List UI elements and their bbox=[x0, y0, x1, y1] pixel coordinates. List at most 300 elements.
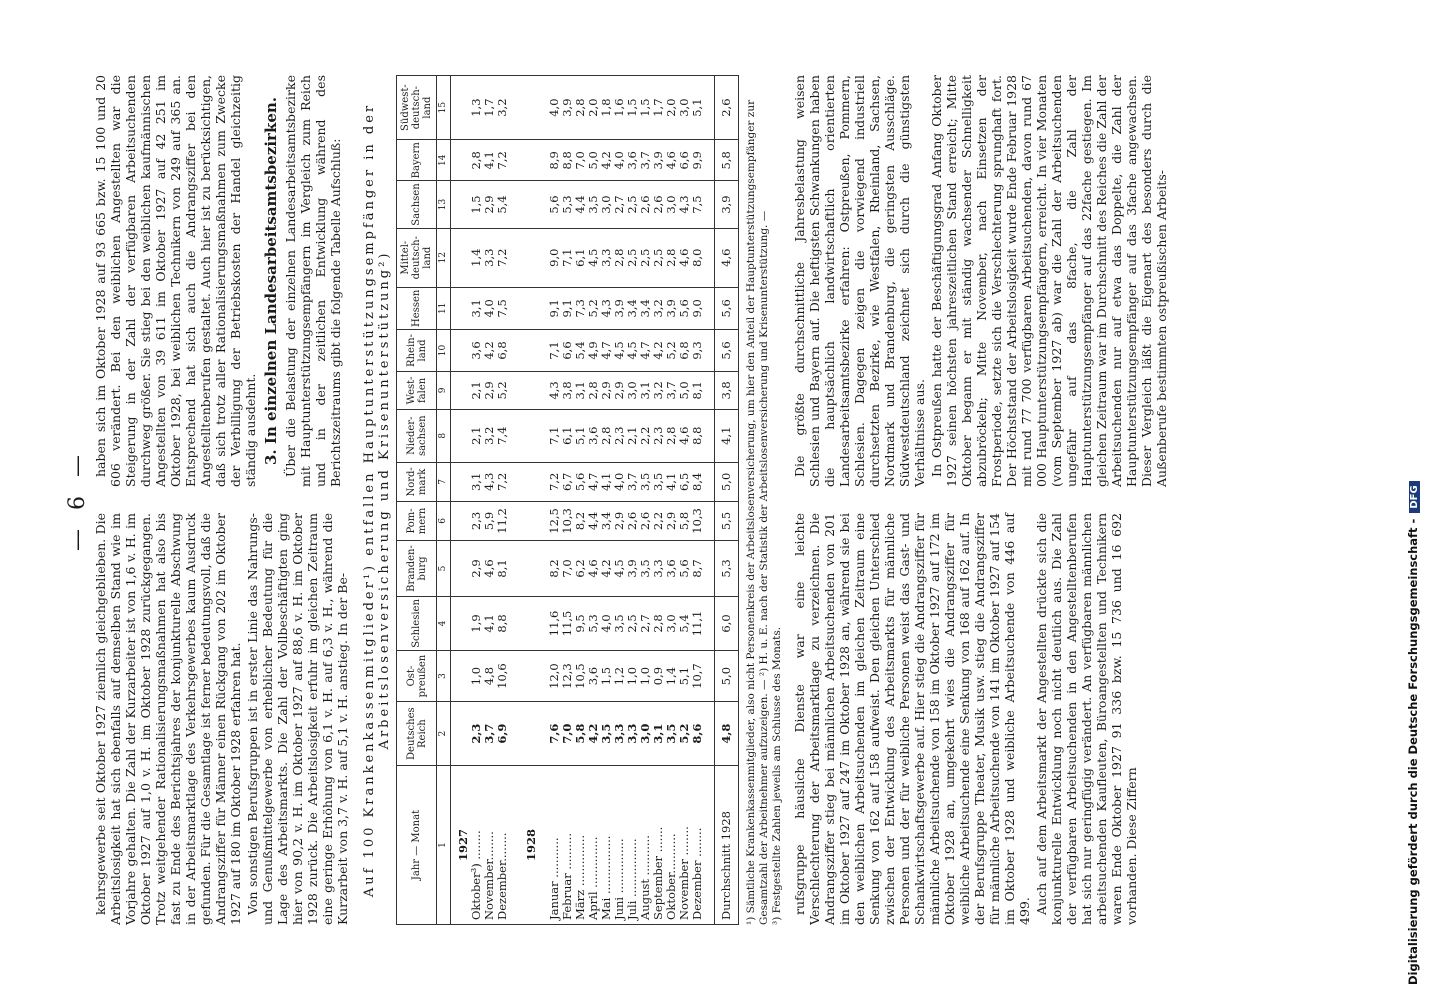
paragraph: Über die Belastung der einzelnen Landesarbeitsamtsbezirke mit Hauptunterstützungsempfängern im Vergleich zum Reich und in der zeitlichen Entwicklung während des Berichtszeitraums gibt die folgende Tabelle Aufschluß: bbox=[283, 75, 343, 487]
table-cell: 4,4 bbox=[574, 181, 587, 228]
table-cell: 6,1 bbox=[574, 228, 587, 287]
table-cell: 8,2 bbox=[548, 540, 561, 596]
table-cell: 4,1 bbox=[665, 462, 678, 501]
table-cell: 2,6 bbox=[626, 502, 639, 541]
table-cell: 8,1 bbox=[691, 372, 704, 410]
table-cell: 4,6 bbox=[587, 540, 600, 596]
table-cell: 1,0 bbox=[626, 650, 639, 702]
table-cell: 2,2 bbox=[639, 409, 652, 462]
empty-cell bbox=[704, 372, 715, 410]
table-cell: 8,0 bbox=[691, 228, 704, 287]
table-cell: 3,6 bbox=[665, 540, 678, 596]
paragraph: Von sonstigen Berufsgruppen ist in erster Linie das Nahrungs- und Genußmittelgewerbe von erheblicher Bedeutung für die Lage des Arbeitsmarkts. Die Zahl der Vollbeschäftigten ging hier von 90,2 v. H. im Oktober 1927 auf 88,6 v. H. im Oktober 1928 zurück. Die Arbeitslosigkeit erfuhr im gleichen Zeitraum eine geringe Erhöhung von 6,1 v. H. auf 6,3 v. H., während die Kurzarbeit von 3,7 v. H. auf 5,1 v. H. anstieg. In der Be- bbox=[245, 513, 350, 925]
empty-cell bbox=[704, 228, 715, 287]
text-column-right-top bbox=[93, 75, 352, 487]
digitization-credit bbox=[1394, 0, 1434, 1000]
table-cell: 4,1 bbox=[600, 462, 613, 501]
table-cell: 4,7 bbox=[639, 329, 652, 371]
empty-cell bbox=[451, 228, 471, 287]
empty-cell bbox=[509, 287, 519, 329]
table-cell: 5,6 bbox=[548, 181, 561, 228]
table-cell: 6,6 bbox=[561, 329, 574, 371]
column-header: Sachsen bbox=[397, 181, 437, 228]
column-header: Ost-preußen bbox=[397, 650, 437, 702]
scanned-document bbox=[60, 45, 1380, 955]
table-cell: 2,0 bbox=[587, 76, 600, 140]
table-cell: 3,7 bbox=[665, 372, 678, 410]
table-cell: 9,0 bbox=[548, 228, 561, 287]
empty-cell bbox=[509, 228, 519, 287]
table-cell: 3,6 bbox=[587, 409, 600, 462]
text-column-left-bottom bbox=[792, 513, 1171, 925]
empty-cell bbox=[451, 181, 471, 228]
empty-cell bbox=[451, 540, 471, 596]
section-heading: 3. In einzelnen Landesarbeitsamtsbezirken. bbox=[262, 96, 280, 466]
empty-cell bbox=[704, 597, 715, 651]
table-cell: 3,3 bbox=[483, 228, 496, 287]
footnotes bbox=[745, 75, 784, 925]
table-cell: 8,2 bbox=[574, 502, 587, 541]
table-cell: 3,4 bbox=[626, 287, 639, 329]
table-cell: 8,8 bbox=[561, 140, 574, 181]
column-header: Südwest-deutsch-land bbox=[397, 76, 437, 140]
table-cell: 5,0 bbox=[715, 462, 739, 501]
empty-cell bbox=[509, 540, 519, 596]
bottom-text-columns bbox=[792, 75, 1171, 925]
table-cell: 0,9 bbox=[652, 650, 665, 702]
column-number: 2 bbox=[437, 702, 451, 766]
table-cell: 3,2 bbox=[496, 76, 509, 140]
table-cell: 3,3 bbox=[600, 228, 613, 287]
table-cell: 4,3 bbox=[678, 181, 691, 228]
empty-cell bbox=[704, 329, 715, 371]
table-cell: 9,1 bbox=[561, 287, 574, 329]
empty-cell bbox=[519, 462, 538, 501]
table-cell: 5,9 bbox=[483, 502, 496, 541]
table-cell: 7,1 bbox=[548, 409, 561, 462]
table-cell: 5,3 bbox=[715, 540, 739, 596]
empty-cell bbox=[704, 702, 715, 766]
table-cell: 2,1 bbox=[470, 409, 483, 462]
footnote: ¹) Sämtliche Krankenkassenmitglieder, also nicht Personenkreis der Arbeitslosenversicherung, um hier den Anteil der Hauptunterstützungsempfänger zur Gesamtzahl der Arbeitnehmer aufzuzeigen. — ²) H. u. E. nach der Statistik der Arbeitslosenversicherung und Krisenunterstützung. — bbox=[745, 99, 770, 925]
row-label: Dezember........ bbox=[496, 766, 509, 925]
table-cell: 5,2 bbox=[587, 287, 600, 329]
table-cell: 2,1 bbox=[626, 409, 639, 462]
table-cell: 2,6 bbox=[639, 181, 652, 228]
table-cell: 3,0 bbox=[600, 181, 613, 228]
table-cell: 5,2 bbox=[678, 702, 691, 766]
table-cell: 11,1 bbox=[691, 597, 704, 651]
statistics-table bbox=[396, 75, 739, 925]
table-cell: 7,5 bbox=[691, 181, 704, 228]
table-cell: 10,5 bbox=[574, 650, 587, 702]
row-label: Mai ................ bbox=[600, 766, 613, 925]
table-year-row bbox=[451, 76, 471, 925]
empty-cell bbox=[704, 650, 715, 702]
table-cell: 8,7 bbox=[691, 540, 704, 596]
table-cell: 5,6 bbox=[715, 329, 739, 371]
table-cell: 5,0 bbox=[587, 140, 600, 181]
table-cell: 11,2 bbox=[496, 502, 509, 541]
table-cell: 3,8 bbox=[561, 372, 574, 410]
table-cell: 6,9 bbox=[496, 702, 509, 766]
table-cell: 1,5 bbox=[626, 76, 639, 140]
table-cell: 5,6 bbox=[574, 462, 587, 501]
table-cell: 3,5 bbox=[639, 462, 652, 501]
table-cell: 2,9 bbox=[483, 181, 496, 228]
table-cell: 2,1 bbox=[470, 372, 483, 410]
table-cell: 3,3 bbox=[652, 540, 665, 596]
table-cell: 7,4 bbox=[496, 409, 509, 462]
table-cell: 5,6 bbox=[678, 287, 691, 329]
table-cell: 4,7 bbox=[600, 329, 613, 371]
table-cell: 7,2 bbox=[496, 462, 509, 501]
table-cell: 2,5 bbox=[626, 597, 639, 651]
table-cell: 3,0 bbox=[626, 372, 639, 410]
empty-cell bbox=[519, 409, 538, 462]
row-label: September ....... bbox=[652, 766, 665, 925]
table-cell: 2,6 bbox=[639, 502, 652, 541]
table-cell: 2,8 bbox=[652, 597, 665, 651]
table-cell: 7,0 bbox=[574, 140, 587, 181]
row-label: Oktober³) ........ bbox=[470, 766, 483, 925]
table-cell: 4,3 bbox=[600, 287, 613, 329]
table-cell: 4,0 bbox=[548, 76, 561, 140]
table-cell: 2,7 bbox=[613, 181, 626, 228]
empty-cell bbox=[704, 181, 715, 228]
table-cell: 4,2 bbox=[600, 140, 613, 181]
empty-cell bbox=[704, 409, 715, 462]
table-cell: 5,8 bbox=[678, 502, 691, 541]
table-cell: 3,9 bbox=[715, 181, 739, 228]
table-cell: 7,3 bbox=[574, 287, 587, 329]
paragraph: kehrsgewerbe seit Oktober 1927 ziemlich gleichgeblieben. Die Arbeitslosigkeit hat sich ebenfalls auf demselben Stand wie im Vorjahre gehalten. Die Zahl der Kurzarbeiter ist von 1,6 v. H. im Oktober 1927 auf 1,0 v. H. im Oktober 1928 zurückgegangen. Trotz weitgehender Rationalisierungsmaßnahmen hat also bis fast zu Ende des Berichtsjahres der konjunkturelle Abschwung in der Arbeitsmarktlage des Verkehrsgewerbes kaum Ausdruck gefunden. Für die Gesamtlage ist ferner bedeutungsvoll, daß die Andrangsziffer für Männer einen Rückgang von 202 im Oktober 1927 auf 180 im Oktober 1928 erfahren hat. bbox=[93, 513, 243, 925]
empty-cell bbox=[519, 702, 538, 766]
table-cell: 7,2 bbox=[496, 228, 509, 287]
column-number: 14 bbox=[437, 140, 451, 181]
empty-cell bbox=[451, 650, 471, 702]
table-cell: 6,7 bbox=[561, 462, 574, 501]
page-number: — 6 — bbox=[65, 449, 90, 551]
table-cell: 2,5 bbox=[626, 181, 639, 228]
table-title: Auf 100 Krankenkassenmitglieder¹) entfallen Hauptunterstützungsempfänger in der Arbeitslosenversicherung und Krisenunterstützung²) bbox=[362, 102, 392, 898]
table-cell: 4,8 bbox=[483, 650, 496, 702]
empty-cell bbox=[519, 140, 538, 181]
empty-cell bbox=[704, 502, 715, 541]
table-cell: 2,9 bbox=[665, 502, 678, 541]
empty-cell bbox=[519, 329, 538, 371]
table-cell: 3,9 bbox=[561, 76, 574, 140]
table-cell: 3,7 bbox=[639, 140, 652, 181]
row-label: Oktober........... bbox=[665, 766, 678, 925]
table-cell: 2,9 bbox=[613, 372, 626, 410]
table-cell: 5,4 bbox=[678, 597, 691, 651]
empty-cell bbox=[704, 140, 715, 181]
table-cell: 3,8 bbox=[715, 372, 739, 410]
table-cell: 4,7 bbox=[587, 462, 600, 501]
table-cell: 7,1 bbox=[548, 329, 561, 371]
table-cell: 3,2 bbox=[483, 409, 496, 462]
column-header: Branden-burg bbox=[397, 540, 437, 596]
table-cell: 2,3 bbox=[652, 409, 665, 462]
empty-cell bbox=[451, 76, 471, 140]
table-cell: 3,5 bbox=[639, 540, 652, 596]
table-cell: 3,9 bbox=[652, 140, 665, 181]
table-cell: 4,4 bbox=[587, 502, 600, 541]
row-label: Juni ............... bbox=[613, 766, 626, 925]
table-cell: 4,5 bbox=[587, 228, 600, 287]
empty-cell bbox=[509, 702, 519, 766]
empty-cell bbox=[451, 287, 471, 329]
table-cell: 9,0 bbox=[691, 287, 704, 329]
table-cell: 5,4 bbox=[574, 329, 587, 371]
empty-cell bbox=[509, 76, 519, 140]
table-cell: 1,4 bbox=[665, 650, 678, 702]
column-number: 4 bbox=[437, 597, 451, 651]
table-cell: 3,0 bbox=[665, 181, 678, 228]
spacer-row bbox=[704, 76, 715, 925]
table-cell: 8,1 bbox=[496, 540, 509, 596]
column-header: Mittel-deutsch-land bbox=[397, 228, 437, 287]
table-cell: 6,1 bbox=[561, 409, 574, 462]
table-cell: 3,5 bbox=[613, 597, 626, 651]
column-header: Nieder-sachsen bbox=[397, 409, 437, 462]
table-cell: 2,9 bbox=[483, 372, 496, 410]
row-label: März .............. bbox=[574, 766, 587, 925]
table-cell: 3,0 bbox=[678, 76, 691, 140]
table-cell: 8,4 bbox=[691, 462, 704, 501]
table-cell: 2,7 bbox=[639, 597, 652, 651]
table-cell: 2,3 bbox=[470, 702, 483, 766]
table-cell: 9,1 bbox=[548, 287, 561, 329]
table-cell: 3,9 bbox=[613, 287, 626, 329]
table-cell: 1,6 bbox=[613, 76, 626, 140]
empty-cell bbox=[704, 540, 715, 596]
column-number: 13 bbox=[437, 181, 451, 228]
table-year-row bbox=[519, 76, 538, 925]
table-cell: 2,3 bbox=[470, 502, 483, 541]
table-cell: 5,2 bbox=[496, 372, 509, 410]
table-cell: 4,0 bbox=[483, 287, 496, 329]
table-cell: 3,6 bbox=[587, 650, 600, 702]
table-cell: 8,8 bbox=[691, 409, 704, 462]
table-cell: 2,5 bbox=[652, 228, 665, 287]
empty-cell bbox=[451, 597, 471, 651]
table-cell: 4,9 bbox=[587, 329, 600, 371]
table-cell: 12,0 bbox=[548, 650, 561, 702]
table-row bbox=[715, 76, 739, 925]
row-label: April .............. bbox=[587, 766, 600, 925]
table-row bbox=[691, 76, 704, 925]
table-cell: 4,6 bbox=[678, 228, 691, 287]
table-cell: 2,8 bbox=[665, 228, 678, 287]
empty-cell bbox=[451, 409, 471, 462]
table-cell: 2,8 bbox=[587, 372, 600, 410]
column-number: 8 bbox=[437, 409, 451, 462]
empty-cell bbox=[509, 181, 519, 228]
empty-cell bbox=[451, 702, 471, 766]
table-cell: 3,1 bbox=[470, 287, 483, 329]
table-cell: 11,6 bbox=[548, 597, 561, 651]
spacer-row bbox=[509, 76, 519, 925]
row-label: August ........... bbox=[639, 766, 652, 925]
empty-cell bbox=[704, 462, 715, 501]
table-cell: 5,8 bbox=[715, 140, 739, 181]
table-cell: 7,1 bbox=[561, 228, 574, 287]
table-cell: 8,6 bbox=[691, 702, 704, 766]
dfg-logo: DFG bbox=[1409, 481, 1420, 512]
empty-cell bbox=[509, 502, 519, 541]
table-cell: 5,8 bbox=[574, 702, 587, 766]
table-cell: 7,0 bbox=[561, 702, 574, 766]
table-cell: 4,5 bbox=[613, 329, 626, 371]
table-cell: 5,1 bbox=[678, 650, 691, 702]
table-cell: 1,5 bbox=[600, 650, 613, 702]
column-number: 7 bbox=[437, 462, 451, 501]
table-cell: 3,1 bbox=[574, 372, 587, 410]
table-cell: 7,6 bbox=[548, 702, 561, 766]
empty-cell bbox=[451, 329, 471, 371]
table-cell: 2,8 bbox=[470, 140, 483, 181]
empty-cell bbox=[519, 502, 538, 541]
empty-cell bbox=[451, 140, 471, 181]
table-cell: 3,2 bbox=[652, 287, 665, 329]
table-cell: 2,3 bbox=[613, 409, 626, 462]
table-cell: 12,5 bbox=[548, 502, 561, 541]
table-cell: 7,2 bbox=[496, 140, 509, 181]
table-cell: 3,0 bbox=[639, 702, 652, 766]
row-label: Januar ........... bbox=[548, 766, 561, 925]
table-cell: 3,6 bbox=[470, 329, 483, 371]
table-cell: 6,6 bbox=[678, 140, 691, 181]
table-cell: 8,9 bbox=[548, 140, 561, 181]
empty-cell bbox=[451, 502, 471, 541]
table-cell: 2,6 bbox=[652, 181, 665, 228]
column-number: 10 bbox=[437, 329, 451, 371]
table-cell: 3,0 bbox=[665, 597, 678, 651]
empty-cell bbox=[509, 409, 519, 462]
empty-cell bbox=[451, 462, 471, 501]
empty-cell bbox=[509, 766, 519, 925]
column-number: 9 bbox=[437, 372, 451, 410]
table-cell: 3,1 bbox=[470, 462, 483, 501]
paragraph: Die größte durchschnittliche Jahresbelastung weisen Schlesien und Bayern auf. Die heftigsten Schwankungen haben die hauptsächlich landwirtschaftlich orientierten Landesarbeitsamtsbezirke erfahren: Ostpreußen, Pommern, Schlesien. Dagegen zeigen die vorwiegend industriell durchsetzten Bezirke, wie Westfalen, Rheinland, Sachsen, Nordmark und Brandenburg, die geringsten Ausschläge. Südwestdeutschland zeichnet sich durch die günstigsten Verhältnisse aus. bbox=[792, 75, 927, 487]
table-cell: 1,7 bbox=[483, 76, 496, 140]
table-cell: 3,7 bbox=[626, 462, 639, 501]
table-cell: 4,0 bbox=[613, 462, 626, 501]
table-body bbox=[451, 76, 739, 925]
table-cell: 4,2 bbox=[587, 702, 600, 766]
table-cell: 3,3 bbox=[626, 702, 639, 766]
table-cell: 6,0 bbox=[715, 597, 739, 651]
table-cell: 5,2 bbox=[665, 329, 678, 371]
footnote: ³) Festgestellte Zahlen jeweils am Schlusse des Monats. bbox=[771, 626, 783, 925]
column-header: Pom-mern bbox=[397, 502, 437, 541]
table-cell: 1,2 bbox=[613, 650, 626, 702]
empty-cell bbox=[519, 228, 538, 287]
table-cell: 4,1 bbox=[483, 597, 496, 651]
row-label: Februar .......... bbox=[561, 766, 574, 925]
table-cell: 2,8 bbox=[613, 228, 626, 287]
table-cell: 4,3 bbox=[483, 462, 496, 501]
table-column-number-row bbox=[437, 76, 451, 925]
table-cell: 1,5 bbox=[470, 181, 483, 228]
table-cell: 9,5 bbox=[574, 597, 587, 651]
empty-cell bbox=[519, 287, 538, 329]
empty-cell bbox=[509, 329, 519, 371]
table-cell: 12,3 bbox=[561, 650, 574, 702]
table-cell: 4,0 bbox=[613, 140, 626, 181]
row-label: November........ bbox=[483, 766, 496, 925]
table-cell: 10,7 bbox=[691, 650, 704, 702]
row-label: Durchschnitt 1928 bbox=[715, 766, 739, 925]
empty-cell bbox=[509, 372, 519, 410]
paragraph: In Ostpreußen hatte der Beschäftigungsgrad Anfang Oktober 1927 seinen höchsten jahreszeitlichen Stand erreicht; Mitte Oktober begann er mit ständig wachsender Schnelligkeit abzubröckeln; Mitte November, nach Einsetzen der Frostperiode, setzte sich die Verschlechterung sprunghaft fort. Der Höchststand der Arbeitslosigkeit wurde Ende Februar 1928 mit rund 77 700 verfügbaren Arbeitsuchenden, davon rund 67 000 Hauptunterstützungsempfängern, erreicht. In vier Monaten (vom September 1927 ab) war die Zahl der Arbeitsuchenden ungefähr auf das 8fache, die Zahl der Hauptunterstützungsempfänger auf das 22fache gestiegen. Im gleichen Zeitraum war im Durchschnitt des Reiches die Zahl der Arbeitsuchenden nur auf etwa das Doppelte, die Zahl der Hauptunterstützungsempfänger auf das 3fache angewachsen. Dieser Vergleich läßt die Eigenart des besonders durch die Außenberufe bestimmten ostpreußischen Arbeits- bbox=[929, 75, 1169, 487]
table-cell: 4,5 bbox=[613, 540, 626, 596]
table-cell: 1,4 bbox=[470, 228, 483, 287]
table-cell: 6,8 bbox=[678, 329, 691, 371]
empty-cell bbox=[509, 462, 519, 501]
table-cell: 3,3 bbox=[613, 702, 626, 766]
table-cell: 1,5 bbox=[639, 76, 652, 140]
table-cell: 7,5 bbox=[496, 287, 509, 329]
row-label: Dezember ........ bbox=[691, 766, 704, 925]
table-cell: 2,2 bbox=[652, 502, 665, 541]
table-cell: 4,0 bbox=[600, 597, 613, 651]
table-header-row bbox=[397, 76, 437, 925]
table-cell: 5,6 bbox=[715, 287, 739, 329]
table-cell: 7,2 bbox=[548, 462, 561, 501]
table-cell: 5,1 bbox=[691, 76, 704, 140]
table-cell: 2,9 bbox=[600, 372, 613, 410]
table-cell: 4,2 bbox=[652, 329, 665, 371]
table-cell: 5,0 bbox=[678, 372, 691, 410]
empty-cell bbox=[519, 181, 538, 228]
table-cell: 4,1 bbox=[715, 409, 739, 462]
column-header: Nord-mark bbox=[397, 462, 437, 501]
table-cell: 3,5 bbox=[600, 702, 613, 766]
empty-cell bbox=[509, 597, 519, 651]
empty-cell bbox=[704, 766, 715, 925]
table-row bbox=[496, 76, 509, 925]
table-cell: 4,3 bbox=[548, 372, 561, 410]
empty-cell bbox=[519, 372, 538, 410]
empty-cell bbox=[509, 650, 519, 702]
table-cell: 1,3 bbox=[470, 76, 483, 140]
row-label: Juli ................ bbox=[626, 766, 639, 925]
table-cell: 4,2 bbox=[483, 329, 496, 371]
table-cell: 11,5 bbox=[561, 597, 574, 651]
table-cell: 1,9 bbox=[470, 597, 483, 651]
table-cell: 3,6 bbox=[626, 140, 639, 181]
table-cell: 3,1 bbox=[639, 372, 652, 410]
column-number: 11 bbox=[437, 287, 451, 329]
table-cell: 4,2 bbox=[600, 540, 613, 596]
empty-cell bbox=[704, 76, 715, 140]
table-cell: 3,9 bbox=[665, 287, 678, 329]
table-cell: 3,9 bbox=[626, 540, 639, 596]
column-header: Schlesien bbox=[397, 597, 437, 651]
table-cell: 2,8 bbox=[600, 409, 613, 462]
table-cell: 2,5 bbox=[639, 228, 652, 287]
table-cell: 2,0 bbox=[665, 76, 678, 140]
paragraph: Auch auf dem Arbeitsmarkt der Angestellten drückte sich die konjunkturelle Entwicklung noch nicht deutlich aus. Die Zahl der verfügbaren Arbeitsuchenden in den Angestelltenberufen hat sich nur geringfügig verändert. An verfügbaren männlichen arbeitsuchenden Kaufleuten, Büroangestellten und Technikern waren Ende Oktober 1927 91 336 bzw. 15 736 und 16 692 vorhanden. Diese Ziffern bbox=[1034, 513, 1139, 925]
table-cell: 4,1 bbox=[483, 140, 496, 181]
text-column-left-top bbox=[93, 513, 352, 925]
table-cell: 10,3 bbox=[561, 502, 574, 541]
table-cell: 6,2 bbox=[574, 540, 587, 596]
text-column-right-bottom bbox=[792, 75, 1171, 487]
